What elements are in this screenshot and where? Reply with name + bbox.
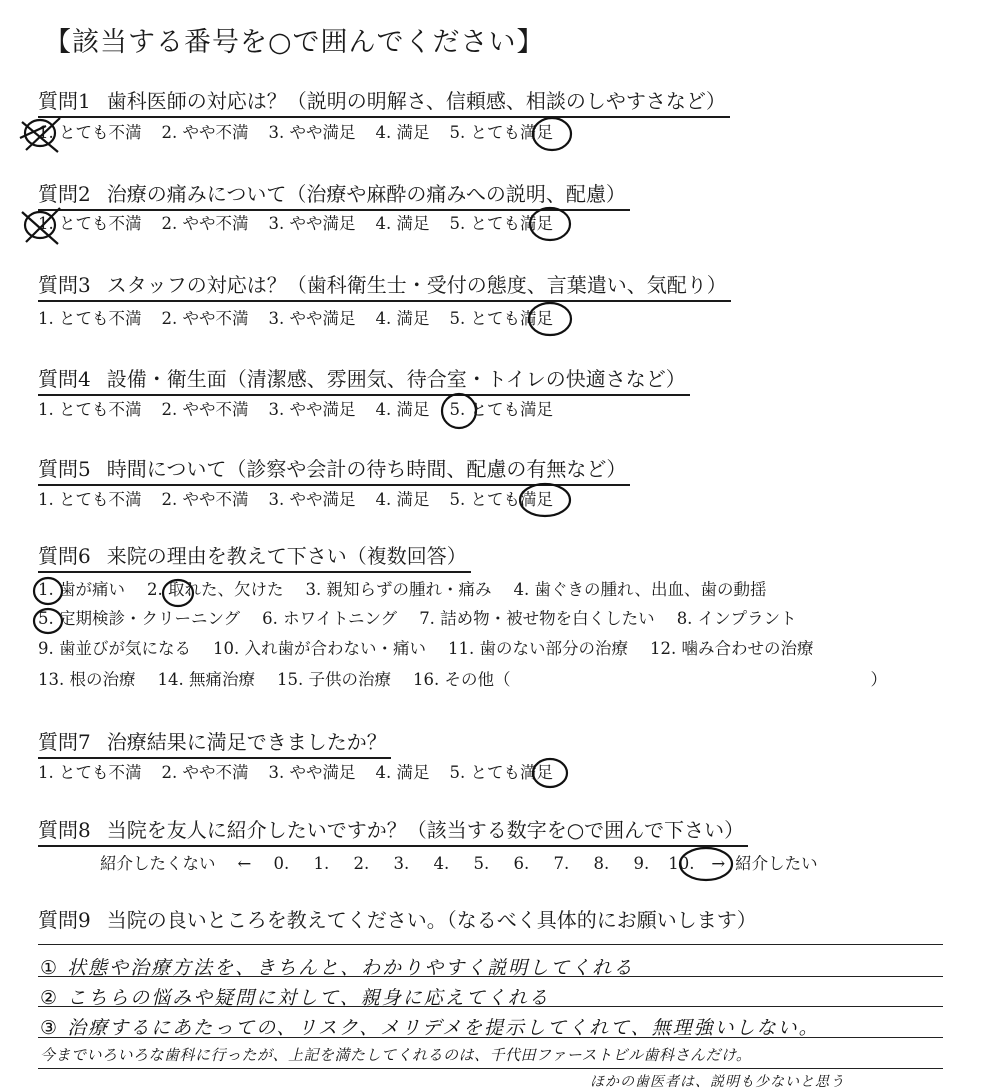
q6-option-1[interactable]: 1. 歯が痛い — [38, 580, 125, 599]
handwritten-answer-2: ② こちらの悩みや疑問に対して、親身に応えてくれる — [40, 987, 550, 1009]
q6-row-4 — [38, 668, 887, 692]
q6-option-10[interactable]: 10. 入れ歯が合わない・痛い — [213, 639, 426, 658]
question-2-heading — [38, 181, 630, 211]
q4-option-5[interactable]: 5. とても満足 — [449, 400, 553, 419]
q8-option-7[interactable]: 7. — [553, 854, 570, 873]
q8-right-arrow: → — [711, 854, 726, 873]
question-3-number: 質問3 — [38, 273, 91, 297]
question-8-number: 質問8 — [38, 818, 91, 842]
q4-option-3[interactable]: 3. やや満足 — [268, 400, 356, 419]
question-3-heading — [38, 272, 731, 302]
q2-option-1[interactable]: 1. とても不満 — [38, 214, 142, 233]
q8-option-1[interactable]: 1. — [313, 854, 330, 873]
q8-option-10[interactable]: 10. — [668, 854, 695, 873]
q1-option-3[interactable]: 3. やや満足 — [268, 123, 356, 142]
q6-option-14[interactable]: 14. 無痛治療 — [157, 670, 255, 689]
handwritten-answer-3: ③ 治療するにあたっての、リスク、メリデメを提示してくれて、無理強いしない。 — [40, 1017, 820, 1039]
question-6-number: 質問6 — [38, 544, 91, 568]
question-8-heading — [38, 817, 748, 847]
q8-option-9[interactable]: 9. — [633, 854, 650, 873]
question-5-options — [38, 488, 573, 512]
question-1-heading — [38, 88, 730, 118]
q1-option-1[interactable]: 1. とても不満 — [38, 123, 142, 142]
question-5-heading — [38, 456, 630, 486]
q6-option-12[interactable]: 12. 噛み合わせの治療 — [650, 639, 814, 658]
q3-option-4[interactable]: 4. 満足 — [375, 309, 430, 328]
question-2-number: 質問2 — [38, 182, 91, 206]
q6-option-16[interactable]: 16. その他（ — [413, 670, 511, 689]
q6-option-8[interactable]: 8. インプラント — [676, 609, 797, 628]
q3-option-1[interactable]: 1. とても不満 — [38, 309, 142, 328]
question-4-heading — [38, 366, 690, 396]
q3-option-3[interactable]: 3. やや満足 — [268, 309, 356, 328]
q7-option-2[interactable]: 2. やや不満 — [161, 763, 249, 782]
q8-left-arrow: ← — [237, 854, 252, 873]
q8-option-4[interactable]: 4. — [433, 854, 450, 873]
handwritten-answer-5: ほかの歯医者は、説明も少ないと思う — [590, 1074, 845, 1090]
q5-option-2[interactable]: 2. やや不満 — [161, 490, 249, 509]
q8-scale — [100, 850, 830, 874]
q7-option-1[interactable]: 1. とても不満 — [38, 763, 142, 782]
question-4-number: 質問4 — [38, 367, 91, 391]
q6-option-6[interactable]: 6. ホワイトニング — [262, 609, 398, 628]
q6-option-13[interactable]: 13. 根の治療 — [38, 670, 136, 689]
q5-option-4[interactable]: 4. 満足 — [375, 490, 430, 509]
q8-option-5[interactable]: 5. — [473, 854, 490, 873]
q6-option-4[interactable]: 4. 歯ぐきの腫れ、出血、歯の動揺 — [513, 580, 767, 599]
handwritten-answer-4: 今までいろいろな歯科に行ったが、上記を満たしてくれるのは、千代田ファーストビル歯科さんだけ。 — [40, 1046, 752, 1064]
q8-option-6[interactable]: 6. — [513, 854, 530, 873]
question-5-number: 質問5 — [38, 457, 91, 481]
q1-option-2[interactable]: 2. やや不満 — [161, 123, 249, 142]
question-1-options — [38, 121, 573, 145]
q6-row-1 — [38, 578, 788, 602]
question-3-options — [38, 307, 573, 331]
q1-option-5[interactable]: 5. とても満足 — [449, 123, 553, 142]
question-9-text: 当院の良いところを教えてください。（なるべく具体的にお願いします） — [106, 908, 757, 932]
question-7-options — [38, 761, 573, 785]
handwritten-answer-1: ① 状態や治療方法を、きちんと、わかりやすく説明してくれる — [40, 957, 635, 979]
q6-option-9[interactable]: 9. 歯並びが気になる — [38, 639, 191, 658]
q7-option-4[interactable]: 4. 満足 — [375, 763, 430, 782]
q7-option-5[interactable]: 5. とても満足 — [449, 763, 553, 782]
q6-row-2 — [38, 607, 819, 631]
page-title: 【該当する番号を○で囲んでください】 — [44, 27, 545, 58]
q5-option-5[interactable]: 5. とても満足 — [449, 490, 553, 509]
question-7-text: 治療結果に満足できましたか？ — [106, 730, 387, 754]
q6-row-3 — [38, 637, 836, 661]
q6-option-5[interactable]: 5. 定期検診・クリーニング — [38, 609, 241, 628]
question-2-text: 治療の痛みについて（治療や麻酔の痛みへの説明、配慮） — [106, 182, 626, 206]
q4-option-4[interactable]: 4. 満足 — [375, 400, 430, 419]
q6-option-11[interactable]: 11. 歯のない部分の治療 — [448, 639, 628, 658]
q2-option-2[interactable]: 2. やや不満 — [161, 214, 249, 233]
q5-option-1[interactable]: 1. とても不満 — [38, 490, 142, 509]
q6-option-7[interactable]: 7. 詰め物・被せ物を白くしたい — [419, 609, 655, 628]
q4-option-2[interactable]: 2. やや不満 — [161, 400, 249, 419]
q4-option-1[interactable]: 1. とても不満 — [38, 400, 142, 419]
question-7-number: 質問7 — [38, 730, 91, 754]
q6-option-2[interactable]: 2. 取れた、欠けた — [147, 580, 284, 599]
answer-line — [38, 944, 943, 945]
question-9-heading — [38, 907, 761, 935]
q8-right-label: 紹介したい — [735, 854, 818, 873]
question-3-text: スタッフの対応は？（歯科衛生士・受付の態度、言葉遣い、気配り） — [106, 273, 727, 297]
q6-option-15[interactable]: 15. 子供の治療 — [277, 670, 391, 689]
q3-option-5[interactable]: 5. とても満足 — [449, 309, 553, 328]
question-6-heading — [38, 543, 471, 573]
q2-option-4[interactable]: 4. 満足 — [375, 214, 430, 233]
q3-option-2[interactable]: 2. やや不満 — [161, 309, 249, 328]
q7-option-3[interactable]: 3. やや満足 — [268, 763, 356, 782]
q6-other-close: ） — [870, 670, 887, 689]
q8-option-3[interactable]: 3. — [393, 854, 410, 873]
question-1-number: 質問1 — [38, 89, 91, 113]
question-2-options — [38, 212, 573, 236]
q6-option-3[interactable]: 3. 親知らずの腫れ・痛み — [305, 580, 492, 599]
q8-left-label: 紹介したくない — [100, 854, 216, 873]
q8-option-0[interactable]: 0. — [273, 854, 290, 873]
answer-line — [38, 1068, 943, 1069]
q1-option-4[interactable]: 4. 満足 — [375, 123, 430, 142]
question-6-text: 来院の理由を教えて下さい（複数回答） — [106, 544, 467, 568]
question-9-number: 質問9 — [38, 908, 91, 932]
question-4-options — [38, 398, 573, 422]
question-1-text: 歯科医師の対応は？（説明の明解さ、信頼感、相談のしやすさなど） — [106, 89, 726, 113]
q5-option-3[interactable]: 3. やや満足 — [268, 490, 356, 509]
q2-option-5[interactable]: 5. とても満足 — [449, 214, 553, 233]
question-7-heading — [38, 729, 391, 759]
q8-option-2[interactable]: 2. — [353, 854, 370, 873]
q8-option-8[interactable]: 8. — [593, 854, 610, 873]
question-8-text: 当院を友人に紹介したいですか？（該当する数字を○で囲んで下さい） — [106, 818, 745, 842]
question-4-text: 設備・衛生面（清潔感、雰囲気、待合室・トイレの快適さなど） — [106, 367, 686, 391]
question-5-text: 時間について（診察や会計の待ち時間、配慮の有無など） — [106, 457, 627, 481]
q2-option-3[interactable]: 3. やや満足 — [268, 214, 356, 233]
